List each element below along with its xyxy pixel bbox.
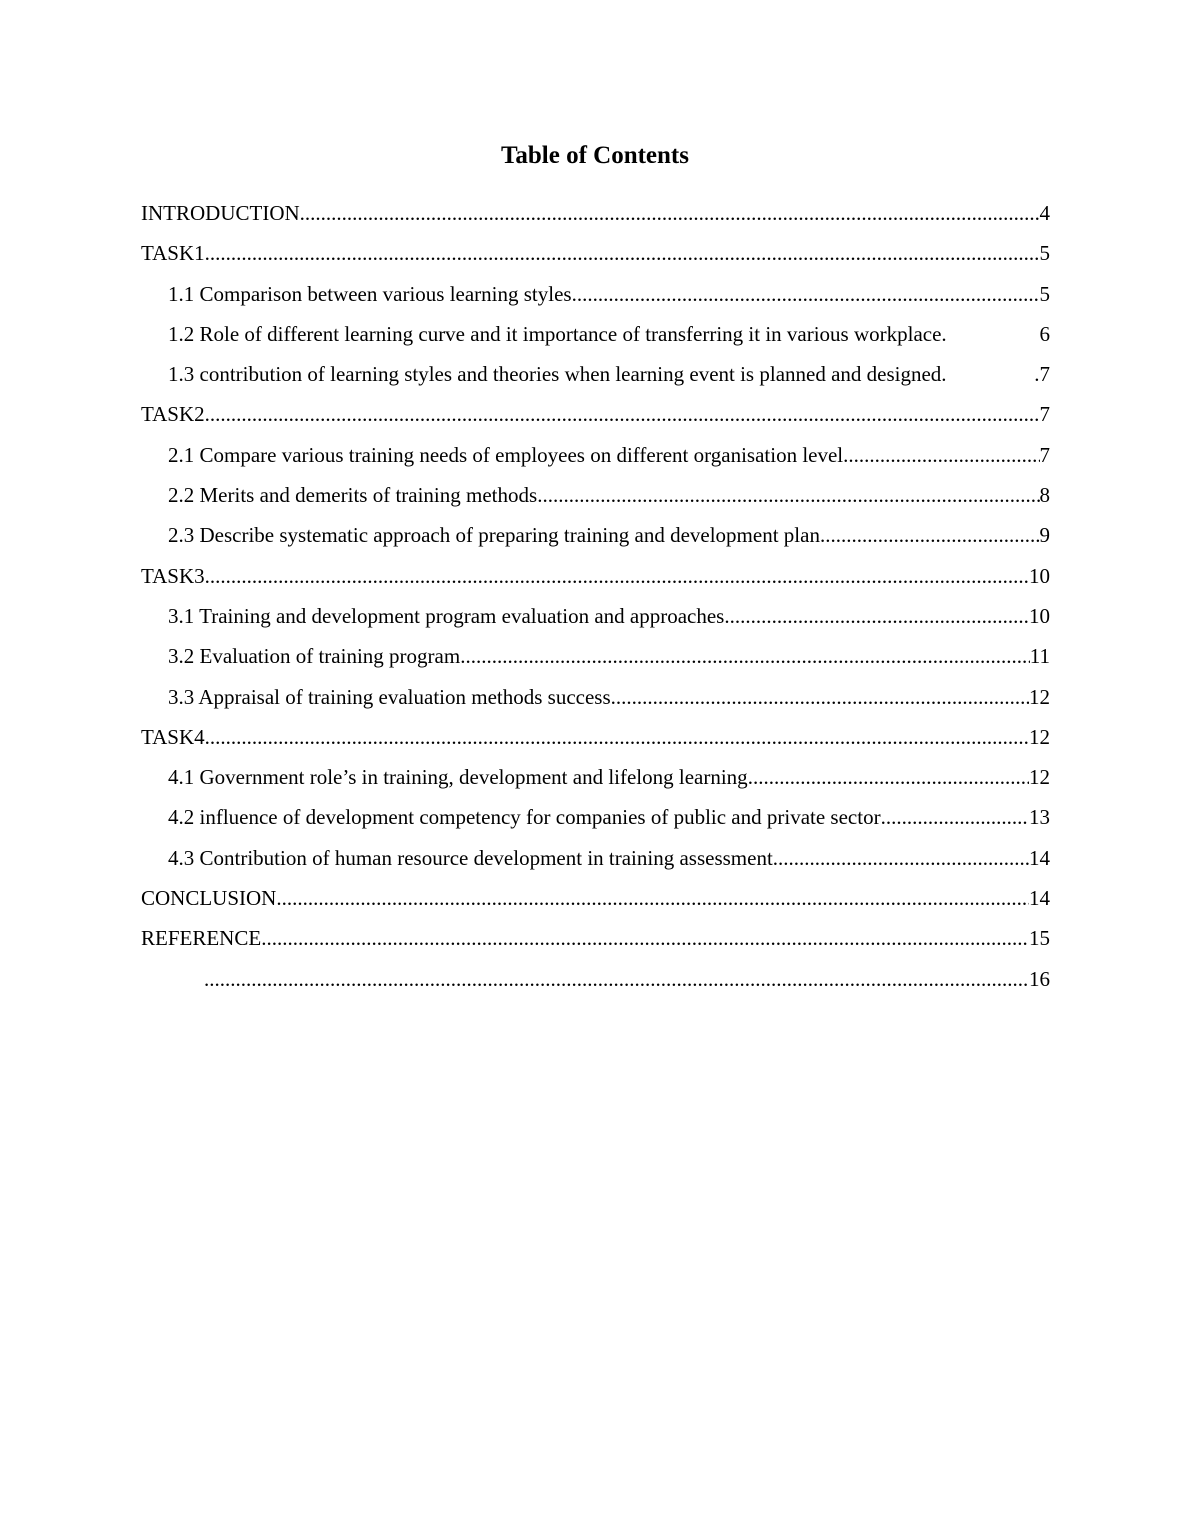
toc-page-number: 9: [1039, 523, 1050, 548]
toc-page-number: 10: [1029, 563, 1050, 588]
toc-entry-label: REFERENCE: [141, 926, 262, 951]
toc-dot-leader: [820, 518, 1040, 552]
toc-entry-label: 3.3 Appraisal of training evaluation methods success: [168, 684, 611, 709]
toc-page-number: 12: [1029, 684, 1050, 709]
toc-page-number: 15: [1029, 926, 1050, 951]
toc-title: Table of Contents: [501, 142, 689, 169]
toc-entry[interactable]: [141, 357, 1050, 397]
toc-entry-label: 2.3 Describe systematic approach of preparing training and development plan: [168, 523, 820, 548]
toc-entry[interactable]: [141, 921, 1050, 961]
toc-dot-leader: [261, 921, 1029, 955]
toc-entry[interactable]: [141, 881, 1050, 921]
toc-page-number: 7: [1039, 402, 1050, 427]
toc-entry[interactable]: [141, 478, 1050, 518]
toc-entry[interactable]: [141, 599, 1050, 639]
toc-page-number: 5: [1039, 241, 1050, 266]
toc-page-number: 4: [1039, 201, 1050, 225]
toc-entry-label: 1.1 Comparison between various learning styles: [168, 281, 572, 306]
toc-page-number: 6: [1039, 321, 1050, 346]
toc-dot-leader: [881, 800, 1029, 834]
toc-entry-label: TASK1: [141, 241, 205, 266]
toc-entry[interactable]: [141, 680, 1050, 720]
toc-entry-label: 2.1 Compare various training needs of employees on different organisation level: [168, 442, 844, 467]
toc-page-number: 10: [1029, 603, 1050, 628]
toc-entry-label: 4.1 Government role’s in training, development and lifelong learning: [168, 765, 748, 790]
toc-entry[interactable]: [141, 397, 1050, 437]
toc-page-number: 14: [1029, 845, 1050, 870]
toc-page-number: 8: [1039, 483, 1050, 508]
toc-page-number: 7: [1039, 442, 1050, 467]
toc-entry-label: 4.3 Contribution of human resource development in training assessment: [168, 845, 773, 870]
toc-page-number: 12: [1029, 765, 1050, 790]
toc-dot-leader: [843, 438, 1039, 472]
toc-page-number: 12: [1029, 724, 1050, 749]
toc-entry[interactable]: [141, 236, 1050, 276]
toc-entry[interactable]: [141, 196, 1050, 236]
toc-dot-leader: [205, 720, 1029, 754]
toc-dot-leader: [611, 680, 1029, 714]
toc-entry[interactable]: [141, 317, 1050, 357]
toc-dot-leader: [205, 397, 1040, 431]
toc-entry-label: TASK2: [141, 402, 205, 427]
toc-page-number: 13: [1029, 805, 1050, 830]
toc-entry[interactable]: [141, 800, 1050, 840]
toc-entry[interactable]: [141, 438, 1050, 478]
toc-entry[interactable]: [141, 962, 1050, 1002]
toc-page-number: 14: [1029, 886, 1050, 911]
toc-entry[interactable]: [141, 277, 1050, 317]
toc-dot-leader: [300, 196, 1040, 230]
toc-dot-leader: [748, 760, 1029, 794]
toc-dot-leader: [205, 559, 1029, 593]
toc-dot-leader: [276, 881, 1029, 915]
toc-dot-leader: [460, 639, 1030, 673]
toc-page-number: 11: [1029, 644, 1050, 669]
toc-list: [141, 196, 1050, 1002]
toc-dot-leader: [724, 599, 1029, 633]
toc-entry[interactable]: [141, 760, 1050, 800]
toc-entry-label: CONCLUSION: [141, 886, 277, 911]
toc-entry-label: 3.2 Evaluation of training program: [168, 644, 461, 669]
toc-page-number: 5: [1039, 281, 1050, 306]
toc-entry-label: 1.3 contribution of learning styles and theories when learning event is planned and designed.: [168, 362, 947, 387]
toc-entry-label: 2.2 Merits and demerits of training methods: [168, 483, 538, 508]
toc-dot-leader: [773, 841, 1029, 875]
toc-dot-leader: [572, 277, 1040, 311]
toc-dot-leader: [537, 478, 1039, 512]
toc-entry-label: 4.2 influence of development competency for companies of public and private sector: [168, 805, 881, 830]
toc-dot-leader: [204, 962, 1029, 996]
toc-entry-label: 1.2 Role of different learning curve and it importance of transferring it in various workplace.: [168, 321, 947, 346]
toc-entry[interactable]: [141, 720, 1050, 760]
toc-entry-label: 3.1 Training and development program evaluation and approaches: [168, 603, 725, 628]
toc-entry-label: TASK3: [141, 563, 205, 588]
toc-page-number: .7: [1034, 362, 1050, 387]
toc-dot-leader: [205, 236, 1040, 270]
toc-entry[interactable]: [141, 639, 1050, 679]
toc-entry-label: TASK4: [141, 724, 205, 749]
toc-entry[interactable]: [141, 841, 1050, 881]
toc-entry-label: INTRODUCTION: [141, 201, 300, 225]
toc-entry[interactable]: [141, 518, 1050, 558]
toc-page-number: 16: [1029, 966, 1050, 991]
toc-entry[interactable]: [141, 559, 1050, 599]
